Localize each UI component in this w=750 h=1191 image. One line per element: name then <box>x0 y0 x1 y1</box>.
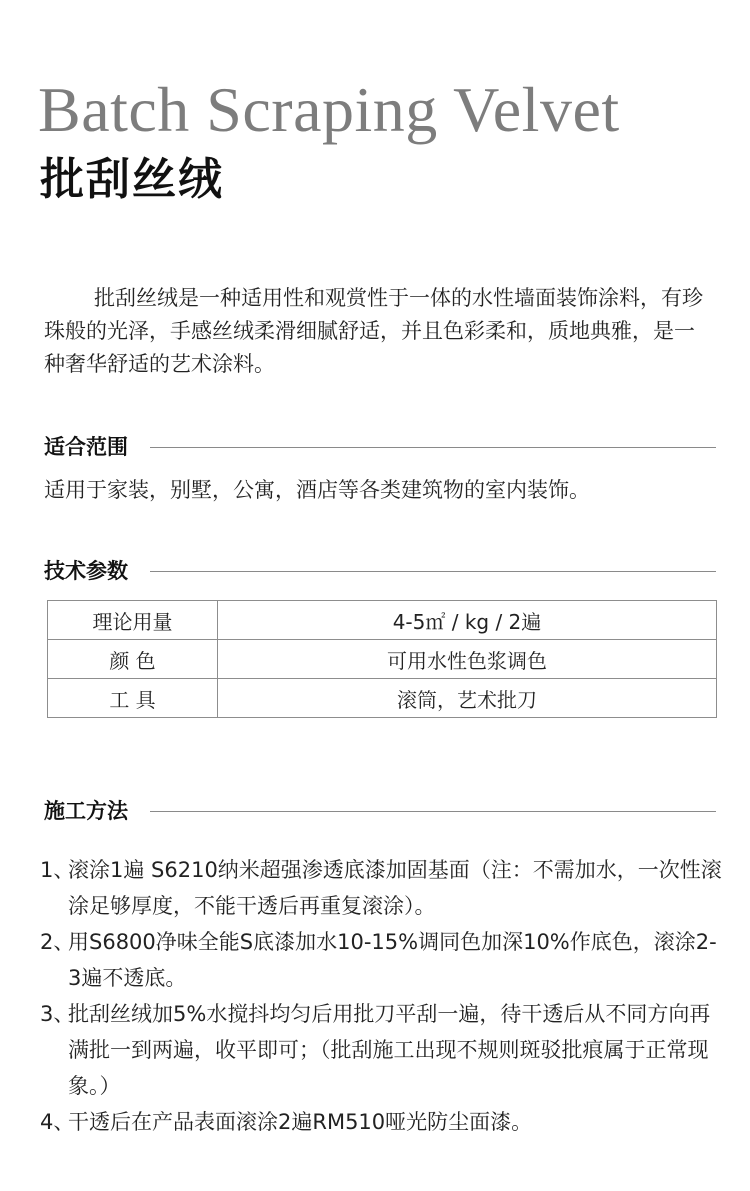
table-row <box>48 640 717 679</box>
table-row <box>48 601 717 640</box>
section-params-header <box>44 556 716 586</box>
section-method-heading: 施工方法 <box>44 799 128 823</box>
section-params-heading: 技术参数 <box>44 559 128 583</box>
section-divider <box>150 811 716 812</box>
step-text: 滚涂1遍 S6210纳米超强渗透底漆加固基面（注：不需加水，一次性滚涂足够厚度，不能干透后再重复滚涂）。 <box>68 858 722 918</box>
list-item <box>40 852 724 924</box>
step-number: 4、 <box>40 1110 75 1134</box>
list-item <box>40 996 724 1104</box>
step-text: 干透后在产品表面滚涂2遍RM510哑光防尘面漆。 <box>68 1110 533 1134</box>
params-table <box>47 600 717 718</box>
step-number: 3、 <box>40 1002 75 1026</box>
list-item <box>40 924 724 996</box>
param-key: 工 具 <box>48 679 218 718</box>
section-method-header <box>44 796 716 826</box>
step-text: 用S6800净味全能S底漆加水10-15%调同色加深10%作底色，滚涂2-3遍不透底。 <box>68 930 717 990</box>
method-steps-list <box>40 852 724 1140</box>
step-number: 1、 <box>40 858 75 882</box>
param-value: 4-5㎡ / kg / 2遍 <box>218 601 717 640</box>
section-scope-header <box>44 432 716 462</box>
param-value: 可用水性色浆调色 <box>218 640 717 679</box>
list-item <box>40 1104 724 1140</box>
param-key: 颜 色 <box>48 640 218 679</box>
section-divider <box>150 447 716 448</box>
title-english: Batch Scraping Velvet <box>38 74 620 145</box>
section-scope-heading: 适合范围 <box>44 435 128 459</box>
scope-text: 适用于家装，别墅，公寓，酒店等各类建筑物的室内装饰。 <box>44 478 590 502</box>
step-number: 2、 <box>40 930 75 954</box>
title-chinese: 批刮丝绒 <box>40 154 224 205</box>
param-key: 理论用量 <box>48 601 218 640</box>
table-row <box>48 679 717 718</box>
section-divider <box>150 571 716 572</box>
intro-paragraph: 批刮丝绒是一种适用性和观赏性于一体的水性墙面装饰涂料，有珍珠般的光泽，手感丝绒柔滑细腻舒适，并且色彩柔和，质地典雅，是一种奢华舒适的艺术涂料。 <box>44 286 703 376</box>
step-text: 批刮丝绒加5%水搅抖均匀后用批刀平刮一遍，待干透后从不同方向再满批一到两遍，收平即可；（批刮施工出现不规则斑驳批痕属于正常现象。） <box>68 1002 711 1098</box>
param-value: 滚筒，艺术批刀 <box>218 679 717 718</box>
